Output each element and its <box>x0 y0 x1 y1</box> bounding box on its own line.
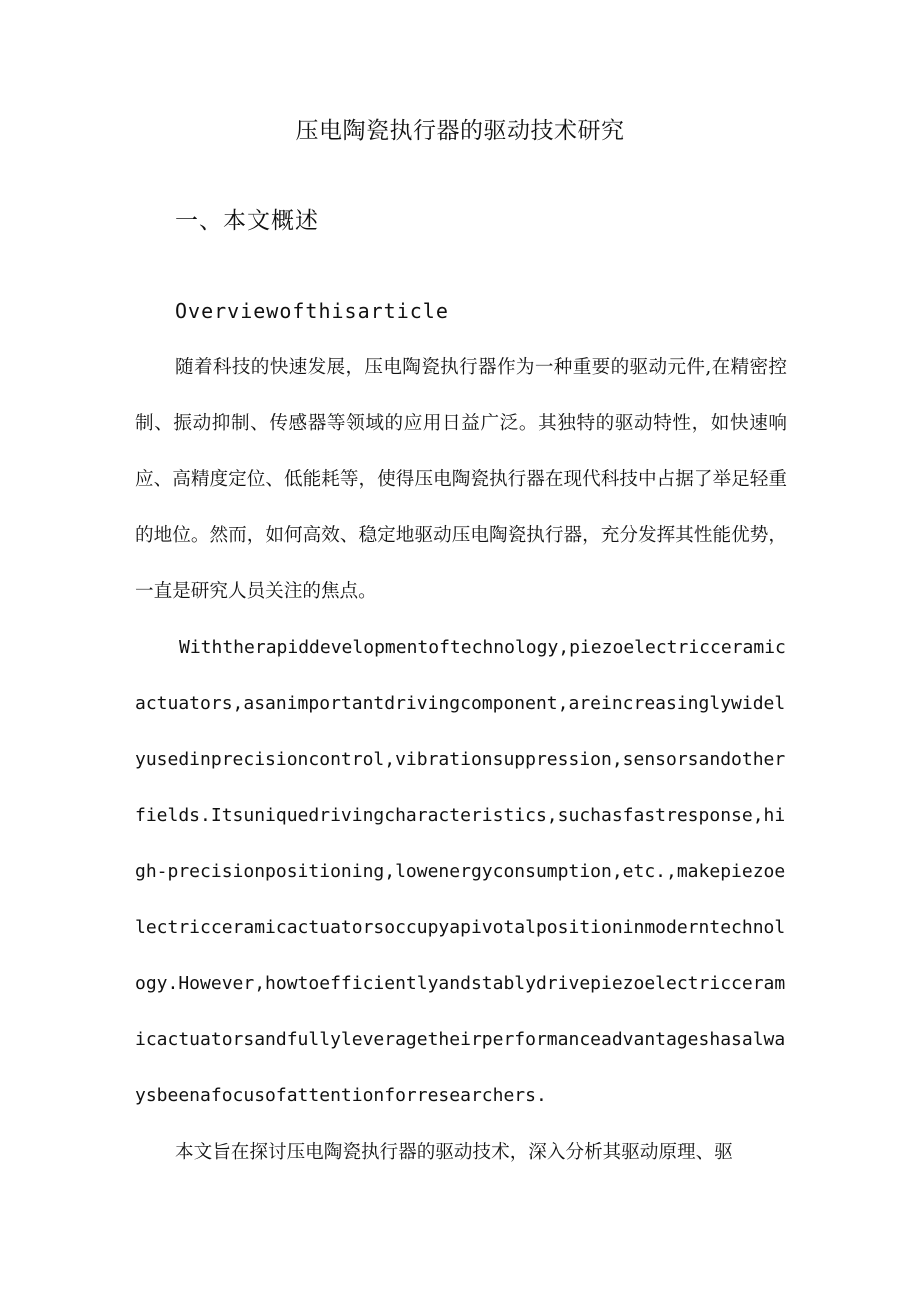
english-paragraph-1: Withtherapiddevelopmentoftechnology,piezoelectricceramicactuators,asanimportantdrivingcomponent,areincreasinglywidelyusedinprecisioncontrol,vibrationsuppression,sensorsandotherfields.Itsuniquedrivingcharacteristics,suchasfastresponse,high-precisionpositioning,lowenergyconsumption,etc.,makepiezoelectricceramicactuatorsoccupyapivotalpositioninmoderntechnology.However,howtoefficientlyandstablydrivepiezoelectricceramicactuatorsandfullyleveragetheirperformanceadvantageshasalwaysbeenafocusofattentionforresearchers. <box>135 637 786 1106</box>
english-section-heading: Overviewofthisarticle <box>175 299 449 323</box>
section-heading: 一、本文概述 <box>175 208 319 234</box>
document-title: 压电陶瓷执行器的驱动技术研究 <box>295 118 625 144</box>
chinese-paragraph-2: 本文旨在探讨压电陶瓷执行器的驱动技术，深入分析其驱动原理、驱 <box>175 1142 733 1163</box>
chinese-paragraph-1: 随着科技的快速发展，压电陶瓷执行器作为一种重要的驱动元件,在精密控制、振动抑制、传感器等领域的应用日益广泛。其独特的驱动特性，如快速响应、高精度定位、低能耗等，使得压电陶瓷执行器在现代科技中占据了举足轻重的地位。然而，如何高效、稳定地驱动压电陶瓷执行器，充分发挥其性能优势，一直是研究人员关注的焦点。 <box>135 357 787 602</box>
